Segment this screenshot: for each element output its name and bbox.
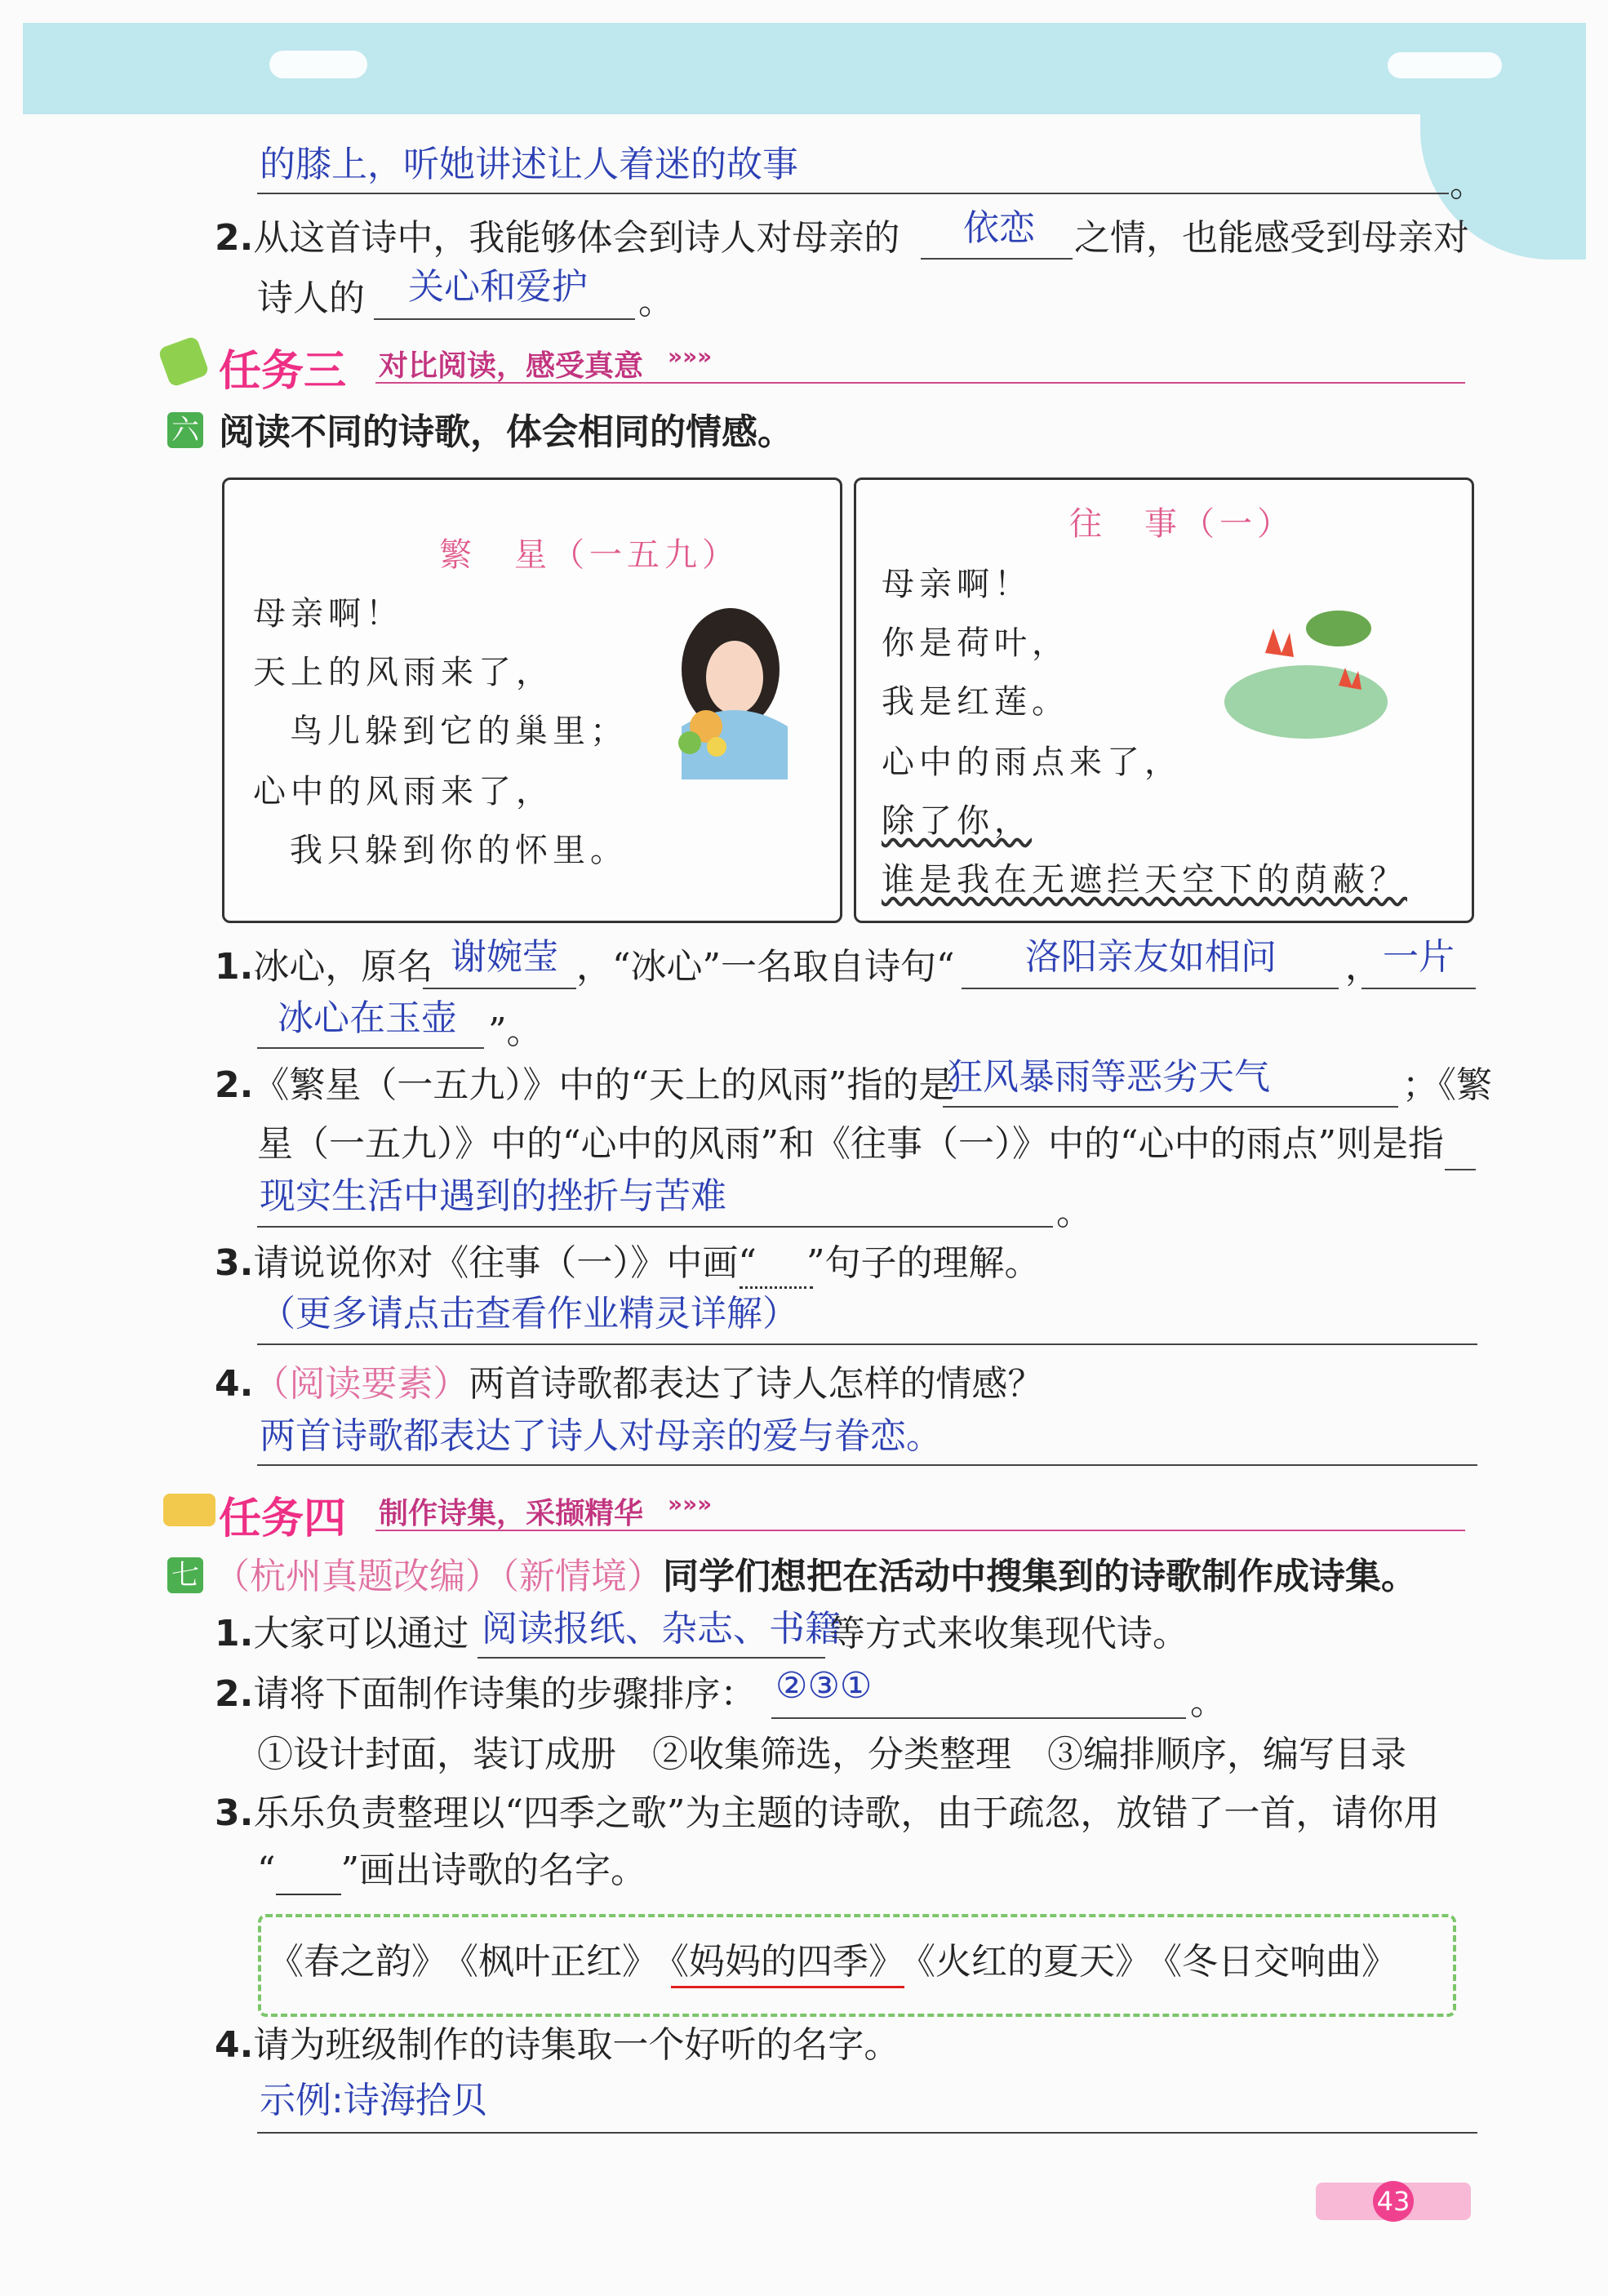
- poem-line: 谁是我在无遮拦天空下的荫蔽？: [882, 861, 1407, 899]
- punctuation: 。: [1056, 1192, 1092, 1233]
- book-icon: [163, 1494, 215, 1526]
- option-list: ①设计封面，装订成册 ②收集筛选，分类整理 ③编排顺序，编写目录: [257, 1734, 1406, 1775]
- answer-line: [1445, 1169, 1476, 1170]
- poem-line: 我只躲到你的怀里。: [290, 832, 628, 869]
- task-subtitle: 对比阅读，感受真意: [379, 349, 644, 383]
- question-text: ”句子的理解。: [806, 1242, 1041, 1284]
- answer-text: 冰心在玉壶: [278, 997, 457, 1039]
- cloud-icon: [269, 51, 367, 78]
- question-4: 4.（阅读要素）两首诗歌都表达了诗人怎样的情感？: [215, 1363, 1044, 1405]
- answer-text: 一片: [1383, 936, 1455, 978]
- section-instruction: 阅读不同的诗歌，体会相同的情感。: [219, 411, 793, 453]
- answer-line: [257, 1343, 1477, 1345]
- question-1: 1.冰心，原名: [215, 946, 433, 988]
- question-4: 4.请为班级制作的诗集取一个好听的名字。: [215, 2024, 900, 2066]
- question-text: ；《繁: [1402, 1064, 1492, 1106]
- poem-title-item-selected[interactable]: 《妈妈的四季》: [671, 1941, 904, 1988]
- poem-title-item[interactable]: 《冬日交响曲》: [1164, 1941, 1397, 1983]
- question-2: 2.从这首诗中，我能够体会到诗人对母亲的: [215, 217, 900, 259]
- answer-text: 现实生活中遇到的挫折与苦难: [260, 1175, 726, 1217]
- task-divider: [375, 382, 1465, 384]
- poem-title-item[interactable]: 《枫叶正红》: [460, 1941, 658, 1983]
- page-number: 43: [1373, 2181, 1414, 2222]
- answer-text: 示例:诗海拾贝: [260, 2080, 487, 2121]
- answer-text: 阅读报纸、杂志、书籍: [482, 1608, 841, 1650]
- task-divider: [375, 1530, 1465, 1531]
- punctuation: 。: [638, 281, 674, 322]
- section-badge: 七: [167, 1557, 203, 1593]
- poem-line: 心中的雨点来了，: [882, 744, 1182, 781]
- poem-line: 你是荷叶，: [882, 624, 1069, 662]
- book-icon: [158, 335, 210, 388]
- poem-title: 繁 星（一五九）: [439, 536, 740, 574]
- question-text: “ ”画出诗歌的名字。: [257, 1846, 646, 1895]
- answer-line: [257, 1047, 484, 1049]
- answer-line: [374, 318, 635, 320]
- punctuation: 。: [1190, 1681, 1226, 1723]
- question-text: 诗人的: [257, 278, 365, 319]
- task-title: 任务四: [219, 1494, 347, 1543]
- answer-text: 洛阳亲友如相问: [1025, 936, 1277, 978]
- question-text: 星（一五九）》中的“心中的风雨”和《往事（一）》中的“心中的雨点”则是指: [257, 1123, 1444, 1165]
- answer-line: [257, 193, 1449, 194]
- question-text: 等方式来收集现代诗。: [829, 1613, 1188, 1654]
- poem-line: 心中的风雨来了，: [253, 773, 553, 810]
- question-2: 2.请将下面制作诗集的步骤排序：: [215, 1673, 757, 1715]
- wavy-line-sample: [740, 1278, 813, 1289]
- answer-line: [257, 1464, 1477, 1466]
- question-2: 2.《繁星（一五九）》中的“天上的风雨”指的是: [215, 1064, 955, 1106]
- answer-line: [257, 2132, 1477, 2134]
- poem-line: 母亲啊！: [253, 595, 403, 633]
- punctuation: ，: [1345, 946, 1381, 988]
- answer-text: 关心和爱护: [408, 266, 588, 308]
- answer-line: [962, 988, 1339, 989]
- answer-line: [921, 258, 1073, 260]
- answer-text: 狂风暴雨等恶劣天气: [947, 1056, 1270, 1098]
- poem-line: 我是红莲。: [882, 683, 1069, 721]
- answer-text: 两首诗歌都表达了诗人对母亲的爱与眷恋。: [260, 1415, 942, 1457]
- poem-title-list: [268, 1938, 1397, 1987]
- arrow-icon: »»»: [668, 343, 713, 370]
- poem-title-item[interactable]: 《春之韵》: [268, 1941, 447, 1983]
- answer-line: [943, 1106, 1398, 1108]
- poem-title: 往 事（一）: [1069, 505, 1295, 543]
- section-badge: 六: [167, 412, 203, 448]
- poem-title-item[interactable]: 《火红的夏天》: [917, 1941, 1151, 1983]
- question-3: 3.请说说你对《往事（一）》中画“: [215, 1242, 757, 1284]
- punctuation: 。: [1450, 163, 1486, 205]
- question-3: 3.乐乐负责整理以“四季之歌”为主题的诗歌，由于疏忽，放错了一首，请你用: [215, 1792, 1440, 1834]
- section-instruction: （杭州真题改编）（新情境）同学们想把在活动中搜集到的诗歌制作成诗集。: [214, 1556, 1417, 1597]
- answer-line: [257, 1226, 1053, 1228]
- answer-line: [771, 1717, 1186, 1719]
- punctuation: ”。: [488, 1010, 543, 1052]
- answer-text: ②③①: [775, 1665, 873, 1707]
- question-1: 1.大家可以通过: [215, 1613, 469, 1654]
- task-title: 任务三: [219, 347, 347, 396]
- question-text: 之情，也能感受到母亲对: [1074, 217, 1469, 259]
- arrow-icon: »»»: [668, 1490, 713, 1517]
- poem-line: 天上的风雨来了，: [253, 654, 553, 691]
- answer-line: [1361, 988, 1476, 989]
- poem-line: 母亲啊！: [882, 566, 1032, 603]
- mother-child-illustration: [645, 604, 808, 784]
- answer-text: 谢婉莹: [451, 936, 558, 978]
- poem-line: 除了你，: [882, 802, 1032, 840]
- answer-line: [478, 1657, 825, 1659]
- lotus-illustration: [1216, 596, 1396, 743]
- task-subtitle: 制作诗集，采撷精华: [379, 1497, 644, 1530]
- cloud-icon: [1388, 52, 1502, 78]
- answer-text: 依恋: [963, 207, 1035, 249]
- poem-line: 鸟儿躲到它的巢里；: [290, 713, 628, 750]
- answer-text: （更多请点击查看作业精灵详解）: [260, 1293, 798, 1335]
- answer-line: [423, 988, 576, 989]
- answer-text: 的膝上，听她讲述让人着迷的故事: [260, 144, 798, 185]
- header-banner: [23, 23, 1586, 114]
- question-text: ，“冰心”一名取自诗句“: [576, 946, 955, 988]
